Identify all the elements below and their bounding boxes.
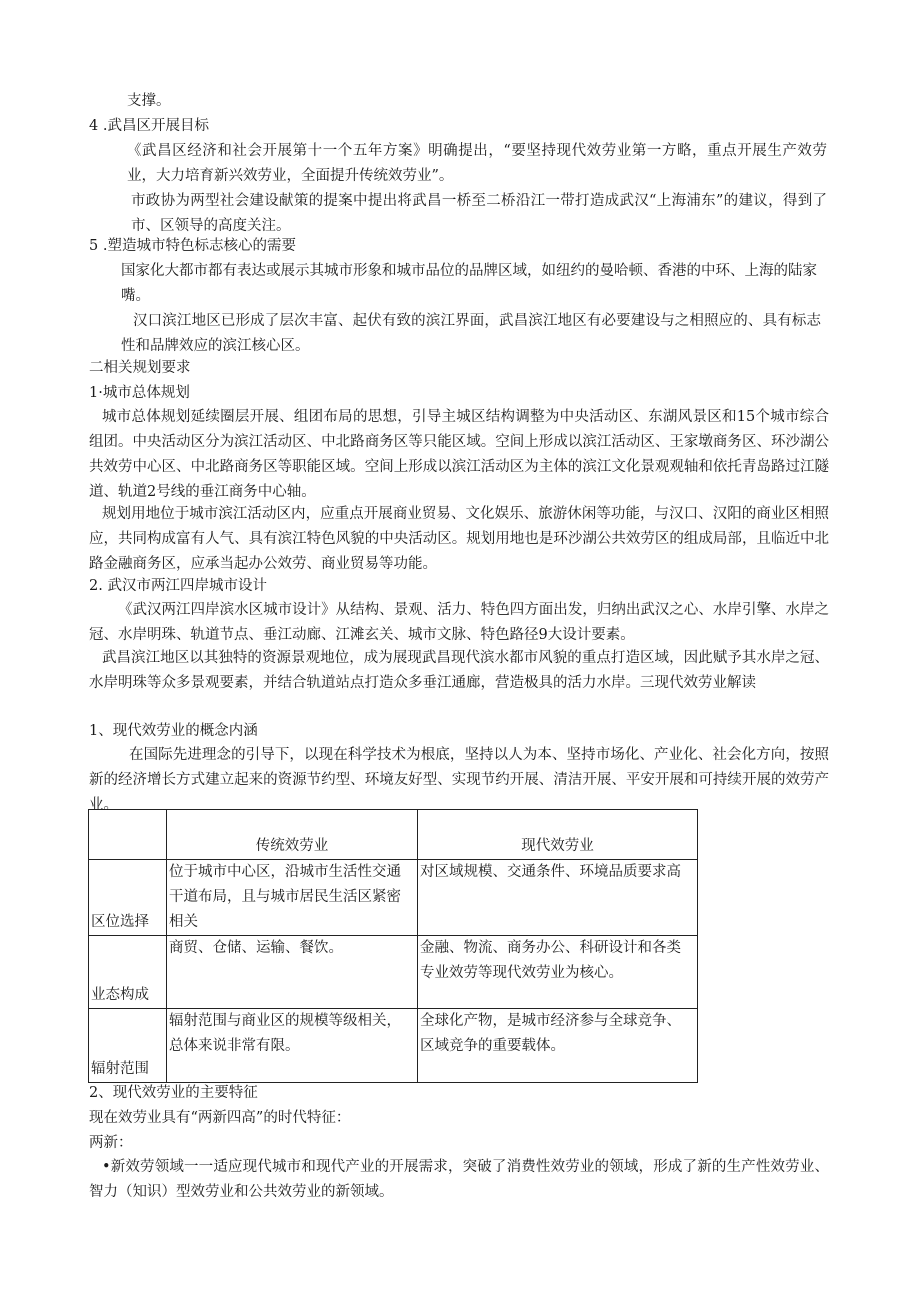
- table-row: [89, 936, 698, 1009]
- table-cell: 位于城市中心区，沿城市生活性交通干道布局，且与城市居民生活区紧密相关: [167, 860, 418, 936]
- table-row: [89, 860, 698, 936]
- table-header-modern: 现代效劳业: [418, 810, 698, 860]
- row-label: 业态构成: [89, 936, 167, 1009]
- text-line: 支撑。: [127, 93, 171, 109]
- table-header-row: [89, 810, 698, 860]
- paragraph: 在国际先进理念的引导下，以现在科学技术为根底，坚持以人为本、坚持市场化、产业化、社会化方向，按照新的经济增长方式建立起来的资源节约型、环境友好型、实现节约开展、清洁开展、平安开展和可持续开展的效劳产业。: [89, 747, 829, 813]
- text-line: 现在效劳业具有“两新四高”的时代特征：: [89, 1110, 351, 1126]
- bullet-paragraph: •新效劳领域一一适应现代城市和现代产业的开展需求，突破了消费性效劳业的领域，形成了新的生产性效劳业、智力（知识）型效劳业和公共效劳业的新领域。: [89, 1159, 829, 1200]
- paragraph: 武昌滨江地区以其独特的资源景观地位，成为展现武昌现代滨水都市风貌的重点打造区域，因此赋予其水岸之冠、水岸明珠等众多景观要素，并结合轨道站点打造众多垂江通廊，营造极具的活力水岸。三现代效劳业解读: [89, 650, 829, 691]
- paragraph: 市政协为两型社会建设献策的提案中提出将武昌一桥至二桥沿江一带打造成武汉“上海浦东”的建议，得到了市、区领导的高度关注。: [131, 193, 827, 234]
- text-line: 两新：: [89, 1135, 133, 1151]
- paragraph: 汉口滨江地区已形成了层次丰富、起伏有致的滨江界面，武昌滨江地区有必要建设与之相照应的、具有标志性和品牌效应的滨江核心区。: [121, 313, 821, 354]
- section-heading: 5 .塑造城市特色标志核心的需要: [89, 238, 296, 254]
- paragraph: 规划用地位于城市滨江活动区内，应重点开展商业贸易、文化娱乐、旅游休闲等功能，与汉口、汉阳的商业区相照应，共同构成富有人气、具有滨江特色风貌的中央活动区。规划用地也是环沙湖公共效劳区的组成局部，且临近中北路金融商务区，应承当起办公效劳、商业贸易等功能。: [89, 506, 829, 572]
- table-row: [89, 1009, 698, 1083]
- table-cell: 对区域规模、交通条件、环境品质要求高: [418, 860, 698, 936]
- row-label: 辐射范围: [89, 1009, 167, 1083]
- paragraph: 《武昌区经济和社会开展第十一个五年方案》明确提出，“要坚持现代效劳业第一方略，重点开展生产效劳业，大力培育新兴效劳业，全面提升传统效劳业”。: [127, 143, 827, 184]
- section-heading: 二相关规划要求: [89, 360, 191, 376]
- table-cell: 全球化产物，是城市经济参与全球竞争、区域竞争的重要载体。: [418, 1009, 698, 1083]
- paragraph: 国家化大都市都有表达或展示其城市形象和城市品位的品牌区域，如纽约的曼哈顿、香港的中环、上海的陆家嘴。: [121, 263, 817, 304]
- table-header-blank: [89, 810, 167, 860]
- comparison-table: [88, 809, 698, 1083]
- section-heading: 4 .武昌区开展目标: [89, 118, 209, 134]
- paragraph: 城市总体规划延续圈层开展、组团布局的思想，引导主城区结构调整为中央活动区、东湖风景区和15个城市综合组团。中央活动区分为滨江活动区、中北路商务区等只能区域。空间上形成以滨江活动区、王家墩商务区、环沙湖公共效劳中心区、中北路商务区等职能区域。空间上形成以滨江活动区为主体的滨江文化景观观轴和依托青岛路过江隧道、轨道2号线的垂江商务中心轴。: [89, 409, 829, 500]
- subsection-heading: 2、现代效劳业的主要特征: [89, 1085, 258, 1101]
- subsection-heading: 2. 武汉市两江四岸城市设计: [89, 578, 267, 594]
- row-label: 区位选择: [89, 860, 167, 936]
- paragraph: 《武汉两江四岸滨水区城市设计》从结构、景观、活力、特色四方面出发，归纳出武汉之心、水岸引擎、水岸之冠、水岸明珠、轨道节点、垂江动廊、江滩玄关、城市文脉、特色路径9大设计要素。: [89, 602, 829, 643]
- table-cell: 金融、物流、商务办公、科研设计和各类专业效劳等现代效劳业为核心。: [418, 936, 698, 1009]
- subsection-heading: 1、现代效劳业的概念内涵: [89, 723, 258, 739]
- table-header-traditional: 传统效劳业: [167, 810, 418, 860]
- table-cell: 辐射范围与商业区的规模等级相关，总体来说非常有限。: [167, 1009, 418, 1083]
- subsection-heading: 1·城市总体规划: [89, 385, 190, 401]
- table-cell: 商贸、仓储、运输、餐饮。: [167, 936, 418, 1009]
